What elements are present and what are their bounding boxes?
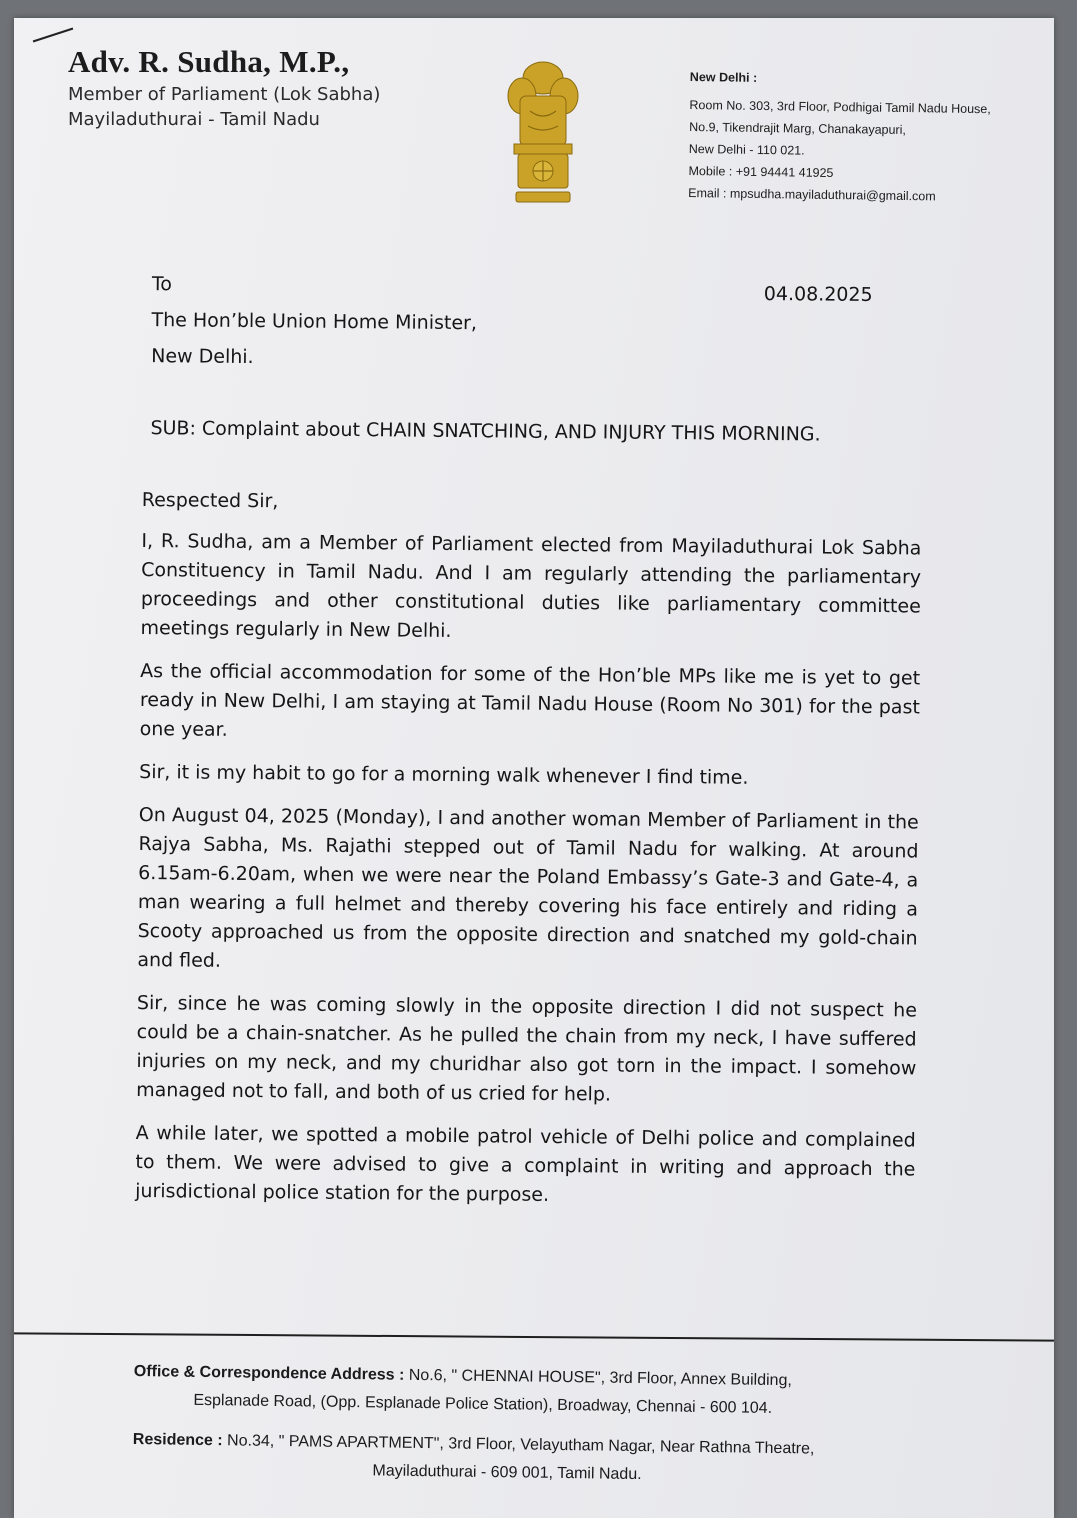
body-paragraph: As the official accommodation for some of the Hon’ble MPs like me is yet to get ready in New Delhi, I am staying at Tamil Nadu House (Room No 301) for the past one year. bbox=[139, 659, 921, 741]
to-label: To bbox=[151, 273, 173, 296]
residence-address-line: No.34, " PAMS APARTMENT", 3rd Floor, Velayutham Nagar, Near Rathna Theatre, bbox=[226, 1432, 815, 1458]
letter-date: 04.08.2025 bbox=[763, 282, 873, 306]
delhi-address-heading: New Delhi : bbox=[689, 69, 758, 85]
salutation: Respected Sir, bbox=[141, 488, 279, 513]
mobile-number: Mobile : +91 94441 41925 bbox=[688, 163, 834, 181]
delhi-address-line: No.9, Tikendrajit Marg, Chanakayapuri, bbox=[689, 119, 907, 138]
national-emblem-icon bbox=[500, 56, 586, 216]
delhi-address-line: Room No. 303, 3rd Floor, Podhigai Tamil Nadu House, bbox=[689, 97, 991, 117]
letter-page bbox=[14, 18, 1054, 1518]
residence-address-line: Mayiladuthurai - 609 001, Tamil Nadu. bbox=[372, 1462, 642, 1484]
email-address: Email : mpsudha.mayiladuthurai@gmail.com bbox=[688, 185, 936, 204]
letter-body bbox=[135, 273, 924, 1227]
pen-tick-mark bbox=[33, 28, 74, 43]
body-paragraph: A while later, we spotted a mobile patrol vehicle of Delhi police and complained to them. We were advised to give a complaint in writing and approach the jurisdictional police station for the purpose. bbox=[135, 1121, 916, 1206]
body-paragraph: Sir, since he was coming slowly in the opposite direction I did not suspect he could be a chain-snatcher. As he pulled the chain from my neck, I have suffered injuries on my neck, and my churidhar also got torn in the impact. I somehow managed not to fall, and both of us cried for help. bbox=[136, 991, 918, 1106]
office-address-label: Office & Correspondence Address : bbox=[133, 1362, 405, 1384]
letterhead-sender bbox=[68, 44, 380, 130]
sender-name: Adv. R. Sudha, M.P., bbox=[68, 44, 350, 79]
recipient-line: New Delhi. bbox=[151, 345, 254, 369]
delhi-address-line: New Delhi - 110 021. bbox=[688, 141, 805, 158]
delhi-address-block bbox=[688, 66, 991, 208]
footer-divider bbox=[14, 1332, 1054, 1341]
body-paragraph: Sir, it is my habit to go for a morning walk whenever I find time. bbox=[139, 760, 749, 789]
recipient-line: The Hon’ble Union Home Minister, bbox=[151, 309, 478, 335]
body-paragraph: I, R. Sudha, am a Member of Parliament elected from Mayiladuthurai Lok Sabha Constituency in Tamil Nadu. And I am regularly attending the parliamentary proceedings and other constitutional duties like parliamentary committee meetings regularly in New Delhi. bbox=[140, 529, 922, 642]
office-address-line: No.6, " CHENNAI HOUSE", 3rd Floor, Annex Building, bbox=[408, 1366, 792, 1390]
sender-title: Member of Parliament (Lok Sabha) bbox=[68, 84, 381, 105]
office-address-line: Esplanade Road, (Opp. Esplanade Police Station), Broadway, Chennai - 600 104. bbox=[193, 1391, 773, 1417]
subject-line: SUB: Complaint about CHAIN SNATCHING, AND INJURY THIS MORNING. bbox=[150, 417, 821, 446]
body-paragraph: On August 04, 2025 (Monday), I and another woman Member of Parliament in the Rajya Sabha, Ms. Rajathi stepped out of Tamil Nadu for walking. At around 6.15am-6.20am, when we were near the Poland Embassy’s Gate-3 and Gate-4, a man wearing a full helmet and thereby covering his face entirely and riding a Scooty approached us from the opposite direction and snatched my gold-chain and fled. bbox=[137, 803, 919, 972]
sender-constituency: Mayiladuthurai - Tamil Nadu bbox=[68, 109, 320, 130]
footer-addresses bbox=[132, 1358, 934, 1493]
residence-label: Residence : bbox=[132, 1430, 223, 1450]
